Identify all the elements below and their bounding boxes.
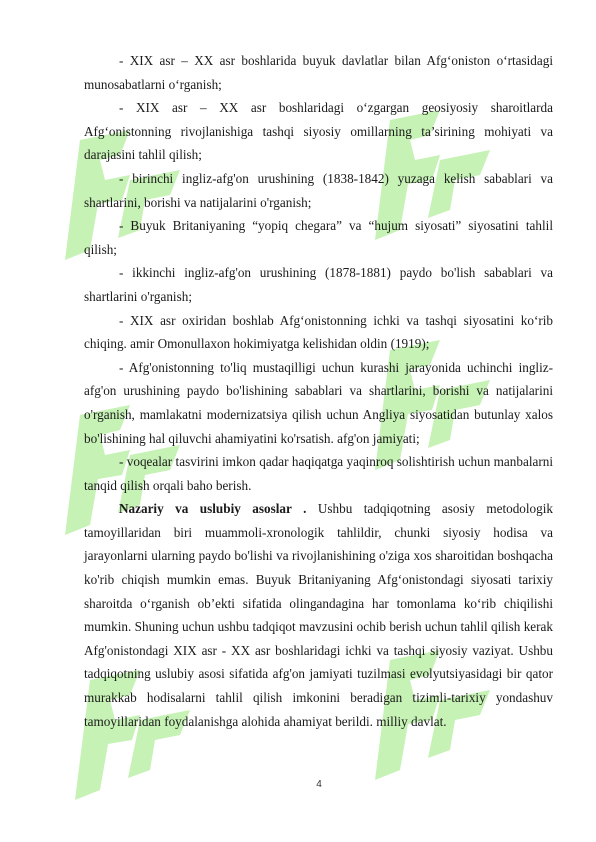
objective-item: - ikkinchi ingliz-afg'on urushining (1878-1881) paydo bo'lish sabablari va shartlarini o'rganish; <box>84 265 553 304</box>
methodology-paragraph <box>84 497 553 733</box>
methodology-heading: Nazariy va uslubiy asoslar . <box>119 501 307 517</box>
objective-item: - XIX asr – XX asr boshlaridagi o‘zgargan geosiyosiy sharoitlarda Afg‘onistonning rivojlanishiga tashqi siyosiy omillarning ta’sirining mohiyati va darajasini tahlil qilish; <box>84 100 553 163</box>
objective-item: - XIX asr – XX asr boshlarida buyuk davlatlar bilan Afg‘oniston o‘rtasidagi munosabatlarni o‘rganish; <box>84 53 553 92</box>
objective-item: - birinchi ingliz-afg'on urushining (1838-1842) yuzaga kelish sabablari va shartlarini, borishi va natijalarini o'rganish; <box>84 170 553 210</box>
page-number: 4 <box>316 779 322 790</box>
objective-item: - XIX asr oxiridan boshlab Afg‘onistonning ichki va tashqi siyosatini ko‘rib chiqing. amir Omonullaxon hokimiyatga kelishidan oldin (1919); <box>84 312 553 352</box>
objective-item: - voqealar tasvirini imkon qadar haqiqatga yaqinroq solishtirish uchun manbalarni tanqid qilish orqali baho berish. <box>84 454 553 493</box>
methodology-text: Ushbu tadqiqotning asosiy metodologik tamoyillaridan biri muammoli-xronologik tahlildir, chunki siyosiy hodisa va jarayonlarni ularning paydo bo'lishi va rivojlanishining o'ziga xos sharoitidan boshqacha ko'rib chiqish mumkin emas. Buyuk Britaniyaning Afg‘onistondagi siyosati tarixiy sharoitda o‘rganish ob’ekti sifatida olingandagina har tomonlama ko‘rib chiqilishi mumkin. Shuning uchun ushbu tadqiqot mavzusini ochib berish uchun tahlil qilish kerak Afg'onistondagi XIX asr - XX asr boshlaridagi ichki va tashqi siyosiy vaziyat. Ushbu tadqiqotning uslubiy asosi sifatida afg'on jamiyati tuzilmasi evolyutsiyasidagi bir qator murakkab hodisalarni tahlil qilish imkonini beradigan tizimli-tarixiy yondashuv tamoyillaridan foydalanishga alohida ahamiyat berildi. milliy davlat. <box>84 501 553 729</box>
objective-item: - Buyuk Britaniyaning “yopiq chegara” va “hujum siyosati” siyosatini tahlil qilish; <box>84 218 553 257</box>
objective-item: - Afg'onistonning to'liq mustaqilligi uchun kurashi jarayonida uchinchi ingliz-afg'on urushining paydo bo'lishining sabablari va shartlarini, borishi va natijalarini o'rganish, mamlakatni modernizatsiya qilish uchun Angliya siyosatidan butunlay xalos bo'lishining hal qiluvchi ahamiyatini ko'rsatish. afg'on jamiyati; <box>84 359 553 446</box>
document-body <box>84 49 553 733</box>
